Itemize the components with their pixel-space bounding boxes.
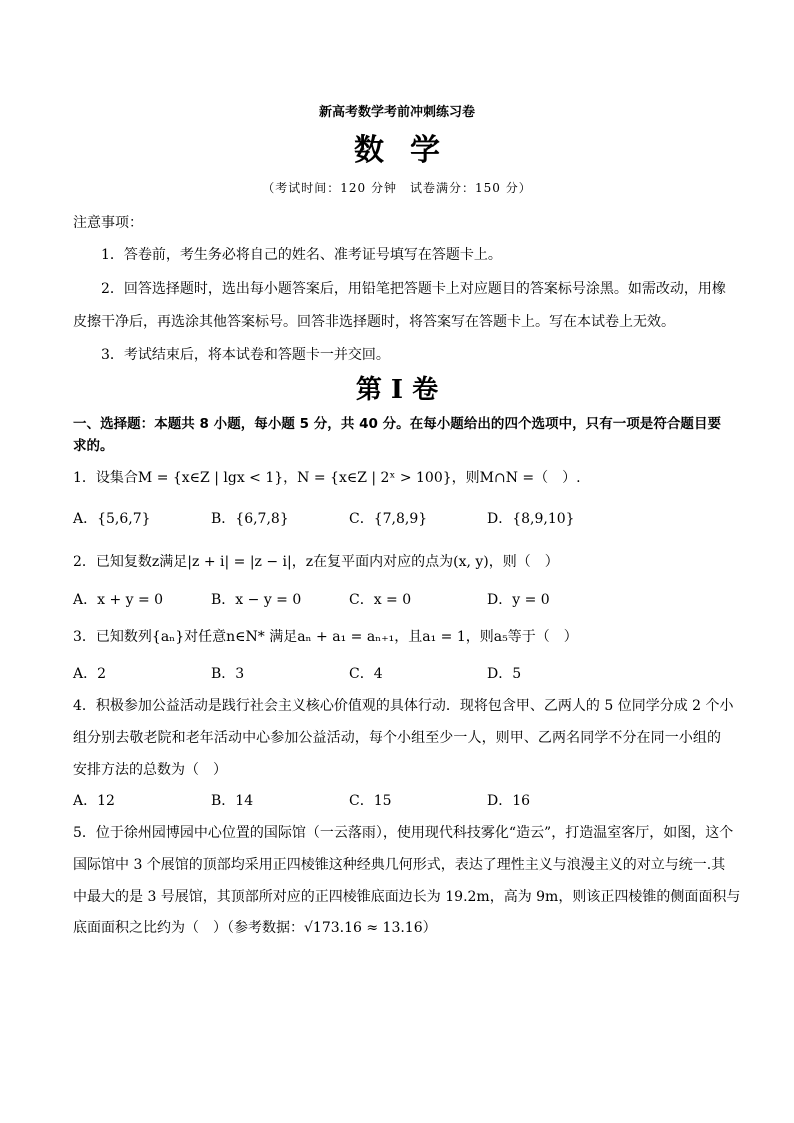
notice-heading: 注意事项：: [73, 215, 143, 231]
question-2-stem: 2．已知复数z满足|z + i| = |z − i|，z在复平面内对应的点为(x, y)，则（ ）: [73, 554, 559, 570]
question-1-option-d: D．{8,9,10}: [487, 511, 575, 527]
exam-title: 新高考数学考前冲刺练习卷: [318, 105, 475, 120]
notice-item-2-line-2: 皮擦干净后，再选涂其他答案标号。回答非选择题时，将答案写在答题卡上。写在本试卷上无效。: [73, 314, 675, 330]
question-3-stem: 3．已知数列{aₙ}对任意n∈N* 满足aₙ + a₁ = aₙ₊₁，且a₁ = 1，则a₅等于（ ）: [73, 629, 578, 645]
question-2-option-a: A．x + y = 0: [73, 592, 164, 608]
question-3-option-c: C．4: [349, 666, 383, 682]
question-3-option-b: B．3: [211, 666, 245, 682]
question-1-options: [73, 509, 633, 529]
question-4-option-c: C．15: [349, 793, 392, 809]
question-5-stem-line-4: 底面面积之比约为（ ）（参考数据：√173.16 ≈ 13.16）: [73, 920, 437, 936]
notice-item-3: 3．考试结束后，将本试卷和答题卡一并交回。: [101, 347, 390, 363]
question-5-stem-line-2: 国际馆中 3 个展馆的顶部均采用正四棱锥这种经典几何形式，表达了理性主义与浪漫主义的对立与统一.其: [73, 857, 726, 873]
section-heading-line-2: 求的。: [73, 438, 114, 454]
question-4-stem-line-2: 组分别去敬老院和老年活动中心参加公益活动，每个小组至少一人，则甲、乙两名同学不分在同一小组的: [73, 730, 721, 746]
section-heading-line-1: 一、选择题：本题共 8 小题，每小题 5 分，共 40 分。在每小题给出的四个选项中，只有一项是符合题目要: [73, 416, 721, 432]
question-4-option-b: B．14: [211, 793, 254, 809]
question-5-stem-line-1: 5．位于徐州园博园中心位置的国际馆（一云落雨），使用现代科技雾化“造云”，打造温室客厅，如图，这个: [73, 825, 734, 841]
question-2-options: [73, 590, 633, 610]
question-2-option-c: C．x = 0: [349, 592, 412, 608]
exam-info: （考试时间：120 分钟 试卷满分：150 分）: [262, 181, 532, 195]
volume-title: 第 I 卷: [355, 375, 439, 405]
question-5-stem-line-3: 中最大的是 3 号展馆，其顶部所对应的正四棱锥底面边长为 19.2m，高为 9m，则该正四棱锥的侧面面积与: [73, 889, 741, 905]
question-4-option-d: D．16: [487, 793, 531, 809]
question-3-options: [73, 664, 633, 684]
question-4-options: [73, 791, 633, 811]
question-1-stem: 1．设集合M = {x∈Z | lgx < 1}，N = {x∈Z | 2ˣ > 100}，则M∩N =（ ）.: [73, 470, 581, 486]
question-1-option-c: C．{7,8,9}: [349, 511, 428, 527]
question-1-option-b: B．{6,7,8}: [211, 511, 289, 527]
question-2-option-b: B．x − y = 0: [211, 592, 302, 608]
question-4-stem-line-1: 4．积极参加公益活动是践行社会主义核心价值观的具体行动．现将包含甲、乙两人的 5 位同学分成 2 个小: [73, 698, 734, 714]
subject-title: 数学: [354, 133, 466, 168]
question-1-option-a: A．{5,6,7}: [73, 511, 151, 527]
question-3-option-a: A．2: [73, 666, 107, 682]
question-4-stem-line-3: 安排方法的总数为（ ）: [73, 762, 227, 778]
question-2-option-d: D．y = 0: [487, 592, 550, 608]
notice-item-2-line-1: 2．回答选择题时，选出每小题答案后，用铅笔把答题卡上对应题目的答案标号涂黑。如需改动，用橡: [101, 281, 726, 297]
notice-item-1: 1．答卷前，考生务必将自己的姓名、准考证号填写在答题卡上。: [101, 247, 502, 263]
question-3-option-d: D．5: [487, 666, 522, 682]
question-4-option-a: A．12: [73, 793, 115, 809]
